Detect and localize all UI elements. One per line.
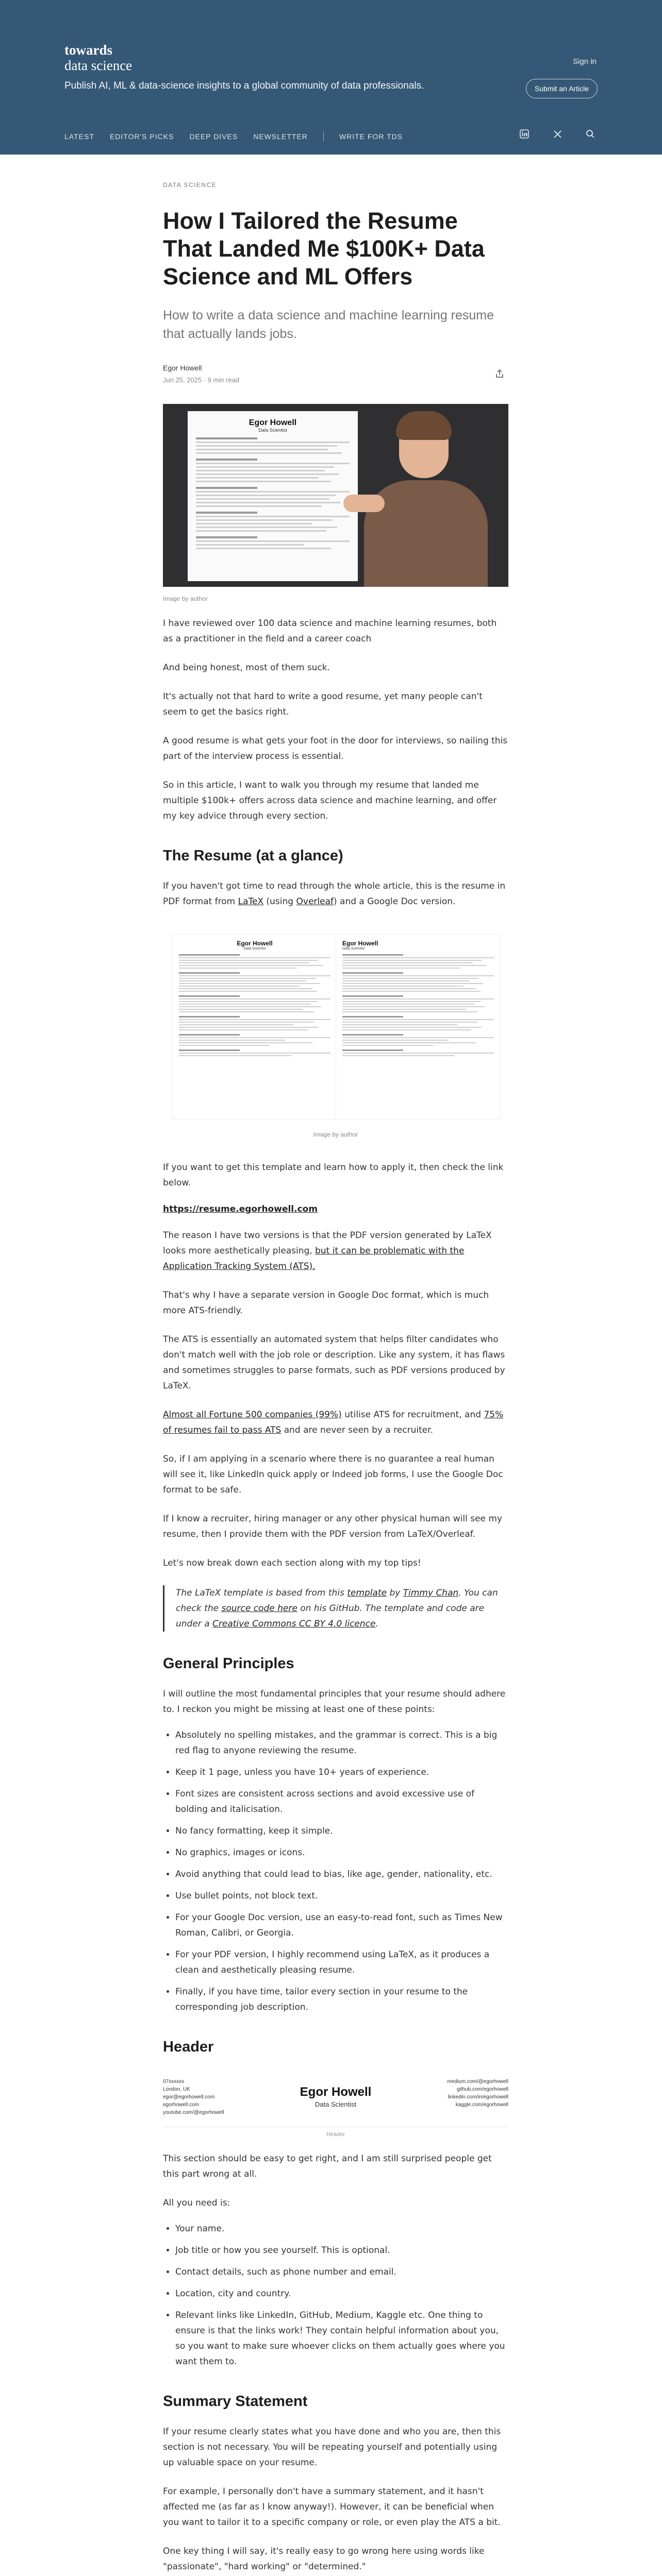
hero-caption: Image by author [163,595,208,602]
list-item: • For your Google Doc version, use an easy-to-read font, such as Times New Roman, Calibri, or Georgia. [175,1910,508,1941]
search-icon[interactable] [585,128,596,140]
paragraph-summary-3: One key thing I will say, it's really easy to go wrong here using words like "passionate", "hard working" or "determined." [163,2546,485,2572]
nav-editors-picks[interactable]: EDITOR'S PICKS [109,132,174,141]
site-tagline: Publish AI, ML & data-science insights to a global community of data professionals. [64,80,424,91]
publish-date: Jun 25, 2025 · 9 min read [163,376,240,384]
article-subtitle: How to write a data science and machine learning resume that actually lands jobs. [163,308,494,341]
section-heading-header: Header [163,2039,214,2055]
brand-line-1: towards [64,42,112,58]
list-item: • For your PDF version, I highly recommend using LaTeX, as it produces a clean and aesthetically pleasing resume. [175,1947,508,1978]
sign-in-link[interactable]: Sign in [573,57,597,66]
category-kicker[interactable]: DATA SCIENCE [163,181,217,189]
list-item: • Relevant links like LinkedIn, GitHub, Medium, Kaggle etc. One thing to ensure is that the links work! They contain helpful information about you, so you want to make sure whoever clicks on them actually goes where you want them to. [175,2308,508,2369]
header-contact-right: medium.com/@egorhowell github.com/egorhowell linkedin.com/in/egorhowell kaggle.com/egorhowell [447,2079,508,2108]
paragraph-need: All you need is: [163,2198,230,2208]
x-icon[interactable] [552,128,563,140]
header-name-block: Egor Howell Data Scientist [300,2085,372,2108]
section-heading-summary: Summary Statement [163,2393,308,2410]
template-link[interactable]: template [347,1588,387,1598]
resumes-caption: Image by author [313,1131,358,1138]
paragraph-know: If I know a recruiter, hiring manager or any other physical human will see my resume, then I provide them with the PDF version from LaTeX/Overleaf. [163,1514,503,1539]
author-name[interactable]: Egor Howell [163,364,202,372]
header-caption: Header [326,2131,345,2138]
linkedin-icon[interactable] [519,128,530,140]
ats-problem-link[interactable]: but it can be problematic with the Application Tracking System (ATS). [163,1246,465,1272]
hero-image [163,404,508,587]
template-credit-quote: The LaTeX template is based from this template by Timmy Chan. You can check the source code here on his GitHub. The template and code are under a Creative Commons CC BY 4.0 licence. [163,1585,508,1632]
nav-latest[interactable]: LATEST [64,132,94,141]
paragraph-ats: The ATS is essentially an automated system that helps filter candidates who don't match well with the job role or description. Like any system, it has flaws and sometimes struggles to parse formats, such as PDF versions produced by LaTeX. [163,1334,505,1391]
list-item: • Your name. [175,2221,508,2236]
paragraph-intro-3: It's actually not that hard to write a good resume, yet many people can't seem to get the basics right. [163,691,483,717]
paragraph-fortune: Almost all Fortune 500 companies (99%) utilise ATS for recruitment, and 75% of resumes fail to pass ATS and are never seen by a recruiter. [163,1410,504,1435]
ats-fail-link[interactable]: 75% of resumes fail to pass ATS [163,1410,504,1435]
paragraph-intro-4: A good resume is what gets your foot in the door for interviews, so nailing this part of the interview process is essential. [163,736,508,761]
principles-list [163,1727,508,2015]
article-title: How I Tailored the Resume That Landed Me $100K+ Data Science and ML Offers [163,208,485,290]
resume-google-doc-version: Egor Howell Data Scientist [336,934,501,1120]
paragraph-intro-1: I have reviewed over 100 data science and machine learning resumes, both as a practitioner in the field and a career coach [163,618,497,644]
list-item: • No fancy formatting, keep it simple. [175,1823,508,1839]
hero-resume-role: Data Scientist [258,428,287,433]
resume-template-link[interactable]: https://resume.egorhowell.com [163,1204,318,1214]
paragraph-separate: That's why I have a separate version in Google Doc format, which is much more ATS-friendly. [163,1290,489,1316]
submit-article-button[interactable]: Submit an Article [526,79,598,98]
fortune-500-link[interactable]: Almost all Fortune 500 companies (99%) [163,1410,342,1420]
paragraph-glance: If you haven't got time to read through the whole article, this is the resume in PDF format from LaTeX (using Overleaf) and a Google Doc version. [163,881,506,907]
list-item: • Use bullet points, not block text. [175,1888,508,1904]
paragraph-summary-1: If your resume clearly states what you have done and who you are, then this section is not necessary. You will be repeating yourself and potentially using up valuable space on your resume. [163,2427,501,2468]
list-item: • Finally, if you have time, tailor every section in your resume to the corresponding job description. [175,1984,508,2015]
list-item: • Contact details, such as phone number and email. [175,2264,508,2280]
paragraph-break: Let's now break down each section along with my top tips! [163,1558,421,1568]
two-resumes-image [163,925,508,1146]
list-item: • No graphics, images or icons. [175,1845,508,1860]
author-photo [359,408,488,587]
brand-line-2: data science [64,58,133,73]
social-icons [519,128,596,140]
article-meta [163,364,508,389]
list-item: • Font sizes are consistent across sections and avoid excessive use of bolding and italicisation. [175,1786,508,1817]
latex-link[interactable]: LaTeX [238,896,264,907]
paragraph-summary-2: For example, I personally don't have a summary statement, and it hasn't affected me (as far as I know anyway!). However, it can be beneficial when you want to tailor it to a specific company or role, or even play the ATS a bit. [163,2486,501,2528]
section-heading-glance: The Resume (at a glance) [163,848,343,864]
paragraph-intro-2: And being honest, most of them suck. [163,663,330,673]
nav-write-for-tds[interactable]: WRITE FOR TDS [339,132,403,141]
hero-resume-name: Egor Howell [249,418,297,427]
brand-logo[interactable] [64,43,132,73]
list-item: • Job title or how you see yourself. This is optional. [175,2243,508,2258]
section-heading-principles: General Principles [163,1655,294,1672]
paragraph-two-versions: The reason I have two versions is that the PDF version generated by LaTeX looks more aesthetically pleasing, but it can be problematic with the Application Tracking System (ATS). [163,1230,492,1272]
paragraph-apply: So, if I am applying in a scenario where there is no guarantee a real human will see it, like LinkedIn quick apply or Indeed job forms, I use the Google Doc format to be safe. [163,1454,503,1495]
nav-deep-dives[interactable]: DEEP DIVES [189,132,238,141]
list-item: • Location, city and country. [175,2286,508,2301]
paragraph-header-1: This section should be easy to get right, and I am still surprised people get this part wrong at all. [163,2154,492,2179]
paragraph-intro-5: So in this article, I want to walk you through my resume that landed me multiple $100k+ offers across data science and machine learning, and offer my key advice through every section. [163,780,497,821]
list-item: • Avoid anything that could lead to bias, like age, gender, nationality, etc. [175,1867,508,1882]
article [163,155,508,2576]
hero-resume-paper [188,411,358,581]
license-link[interactable]: Creative Commons CC BY 4.0 licence [212,1619,376,1629]
list-item: • Absolutely no spelling mistakes, and the grammar is correct. This is a big red flag to anyone reviewing the resume. [175,1727,508,1758]
paragraph-principles: I will outline the most fundamental principles that your resume should adhere to. I reckon you might be missing at least one of these points: [163,1689,506,1715]
nav-newsletter[interactable]: NEWSLETTER [253,132,308,141]
nav-divider [323,132,324,141]
site-header [0,0,662,155]
main-nav [64,132,418,141]
share-icon[interactable] [495,369,504,381]
header-example-image [163,2070,508,2127]
header-list [163,2221,508,2369]
overleaf-link[interactable]: Overleaf [296,896,334,907]
header-contact-left: 07xxxxxx London, UK egor@egorhowell.com egorhowell.com youtube.com/@egorhowell [163,2079,224,2115]
list-item: • Keep it 1 page, unless you have 10+ years of experience. [175,1765,508,1780]
source-code-link[interactable]: source code here [221,1603,297,1614]
timmy-chan-link[interactable]: Timmy Chan [403,1588,459,1598]
resume-pdf-version: Egor Howell Data Scientist [172,934,337,1120]
paragraph-howto: If you want to get this template and learn how to apply it, then check the link below. [163,1162,504,1188]
